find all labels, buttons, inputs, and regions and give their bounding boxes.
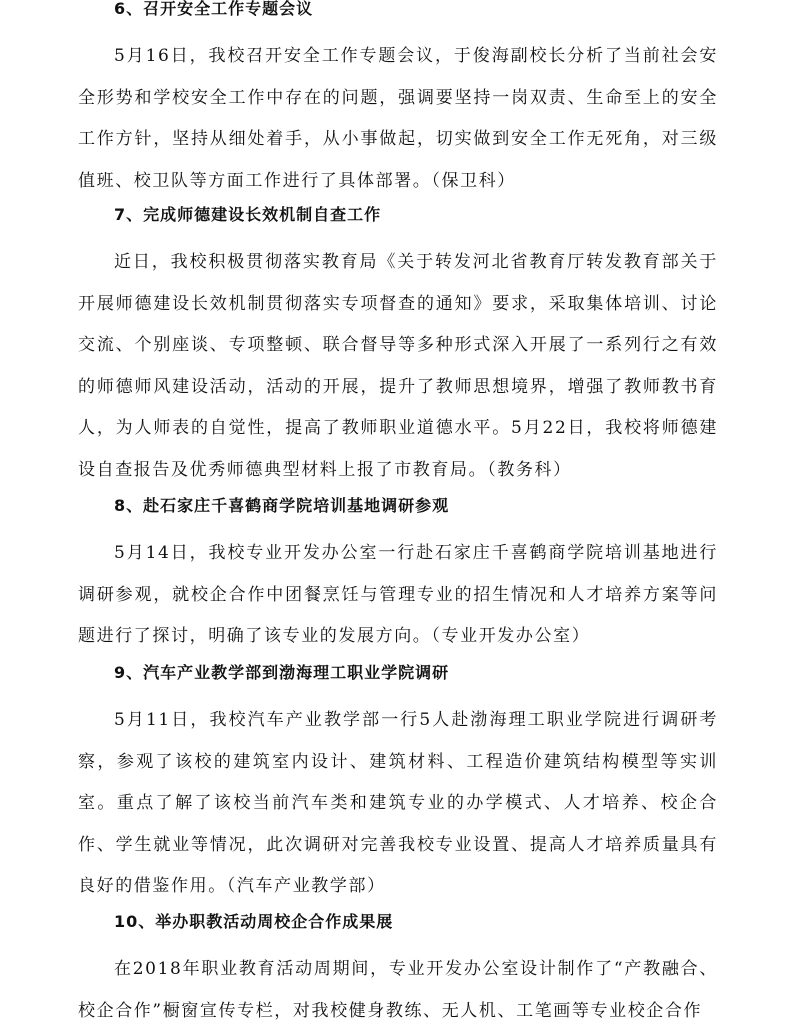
section-paragraph: 近日，我校积极贯彻落实教育局《关于转发河北省教育厅转发教育部关于开展师德建设长效机制贯彻落实专项督查的通知》要求，采取集体培训、讨论交流、个别座谈、专项整顿、联合督导等多种形式深入开展了一系列行之有效的师德师风建设活动，活动的开展，提升了教师思想境界，增强了教师教书育人，为人师表的自觉性，提高了教师职业道德水平。5月22日，我校将师德建设自查报告及优秀师德典型材料上报了市教育局。（教务科） bbox=[78, 252, 718, 480]
section-paragraph: 5月11日，我校汽车产业教学部一行5人赴渤海理工职业学院进行调研考察，参观了该校的建筑室内设计、建筑材料、工程造价建筑结构模型等实训室。重点了解了该校当前汽车类和建筑专业的办学模式、人才培养、校企合作、学生就业等情况，此次调研对完善我校专业设置、提高人才培养质量具有良好的借鉴作用。（汽车产业教学部） bbox=[78, 710, 718, 897]
section-6 bbox=[78, 0, 718, 202]
section-paragraph: 在2018年职业教育活动周期间，专业开发办公室设计制作了“产教融合、校企合作”橱窗宣传专栏，对我校健身教练、无人机、工笔画等专业校企合作 bbox=[78, 959, 718, 1021]
section-title: 9、汽车产业教学部到渤海理工职业学院调研 bbox=[114, 663, 450, 682]
section-title: 10、举办职教活动周校企合作成果展 bbox=[114, 912, 394, 931]
section-title: 6、召开安全工作专题会议 bbox=[114, 0, 314, 18]
section-10 bbox=[78, 911, 718, 1032]
section-9 bbox=[78, 662, 718, 908]
section-title: 7、完成师德建设长效机制自查工作 bbox=[114, 205, 382, 224]
section-title: 8、赴石家庄千喜鹤商学院培训基地调研参观 bbox=[114, 496, 450, 515]
section-7 bbox=[78, 204, 718, 492]
section-paragraph: 5月14日，我校专业开发办公室一行赴石家庄千喜鹤商学院培训基地进行调研参观，就校企合作中团餐烹饪与管理专业的招生情况和人才培养方案等问题进行了探讨，明确了该专业的发展方向。（专业开发办公室） bbox=[78, 543, 718, 647]
section-paragraph: 5月16日，我校召开安全工作专题会议，于俊海副校长分析了当前社会安全形势和学校安全工作中存在的问题，强调要坚持一岗双责、生命至上的安全工作方针，坚持从细处着手，从小事做起，切实做到安全工作无死角，对三级值班、校卫队等方面工作进行了具体部署。（保卫科） bbox=[78, 46, 718, 191]
section-8 bbox=[78, 495, 718, 658]
